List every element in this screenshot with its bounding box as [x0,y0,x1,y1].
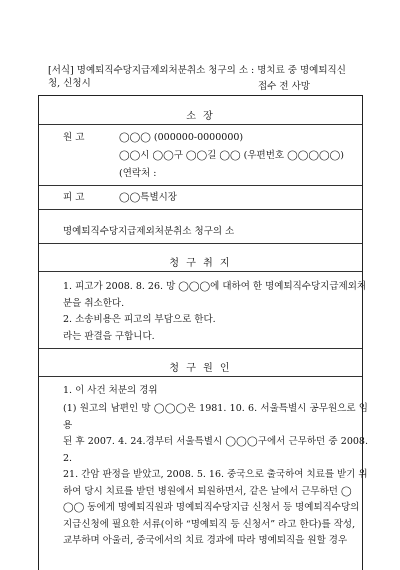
divider [39,376,362,377]
plaintiff-name: ◯◯◯ (000000-0000000) [119,132,244,143]
defendant-label: 피 고 [63,192,85,203]
purpose-body [63,279,368,345]
divider [39,243,362,244]
purpose-item: 라는 판결을 구합니다. [63,330,155,342]
purpose-item: 분을 취소한다. [63,297,125,309]
cause-title: 청 구 원 인 [169,363,232,374]
document-frame [38,95,368,570]
plaintiff-address: ◯◯시 ◯◯구 ◯◯길 ◯◯ (우편번호 ◯◯◯◯◯) [119,150,344,161]
header-title-continuation: 접수 전 사망 [258,81,310,92]
cause-line: ◯◯ 동에게 명예퇴직원과 명예퇴직수당지급 신청서 등 명예퇴직수당의 [63,502,360,513]
header-title-line: [서식] 명예퇴직수당지급제외처분취소 청구의 소 : 명치료 중 명예퇴직신청, 신청시 [48,65,346,89]
cause-line: 교부하며 아울러, 중국에서의 치료 경과에 따라 명예퇴직을 원할 경우 [63,535,348,546]
cause-body [63,401,368,550]
plaintiff-label: 원 고 [63,132,85,143]
purpose-item: 2. 소송비용은 피고의 부담으로 한다. [63,314,216,325]
cause-line: 하여 당시 치료를 받던 병원에서 퇴원하면서, 같은 날에서 근무하던 ◯ [63,485,352,497]
cause-line: (1) 원고의 남편인 망 ◯◯◯은 1981. 10. 6. 서울특별시 공무원으로 임용 [63,403,368,431]
purpose-title: 청 구 취 지 [169,258,232,269]
document-title: 소 장 [186,111,215,122]
defendant-name: ◯◯특별시장 [119,192,177,203]
divider [39,185,362,186]
plaintiff-contact: (연락처 : [119,168,157,179]
cause-line: 지급신청에 필요한 서류(이하 “명예퇴직 등 신청서” 라고 한다)를 작성, [63,518,356,530]
purpose-item: 1. 피고가 2008. 8. 26. 망 ◯◯◯에 대하여 한 명예퇴직수당지급제외처 [63,281,367,292]
divider [39,271,362,272]
divider [39,124,362,125]
case-name: 명예퇴직수당지급제외처분취소 청구의 소 [63,226,235,237]
cause-subheading: 1. 이 사건 처분의 경위 [63,385,158,396]
divider [39,209,362,210]
cause-line: 21. 간암 판정을 받았고, 2008. 5. 16. 중국으로 출국하여 치료를 받기 위 [63,469,368,480]
cause-line: 된 후 2007. 4. 24.경부터 서울특별시 ◯◯◯구에서 근무하던 중 2008. 2. [63,436,368,464]
divider [39,348,362,349]
